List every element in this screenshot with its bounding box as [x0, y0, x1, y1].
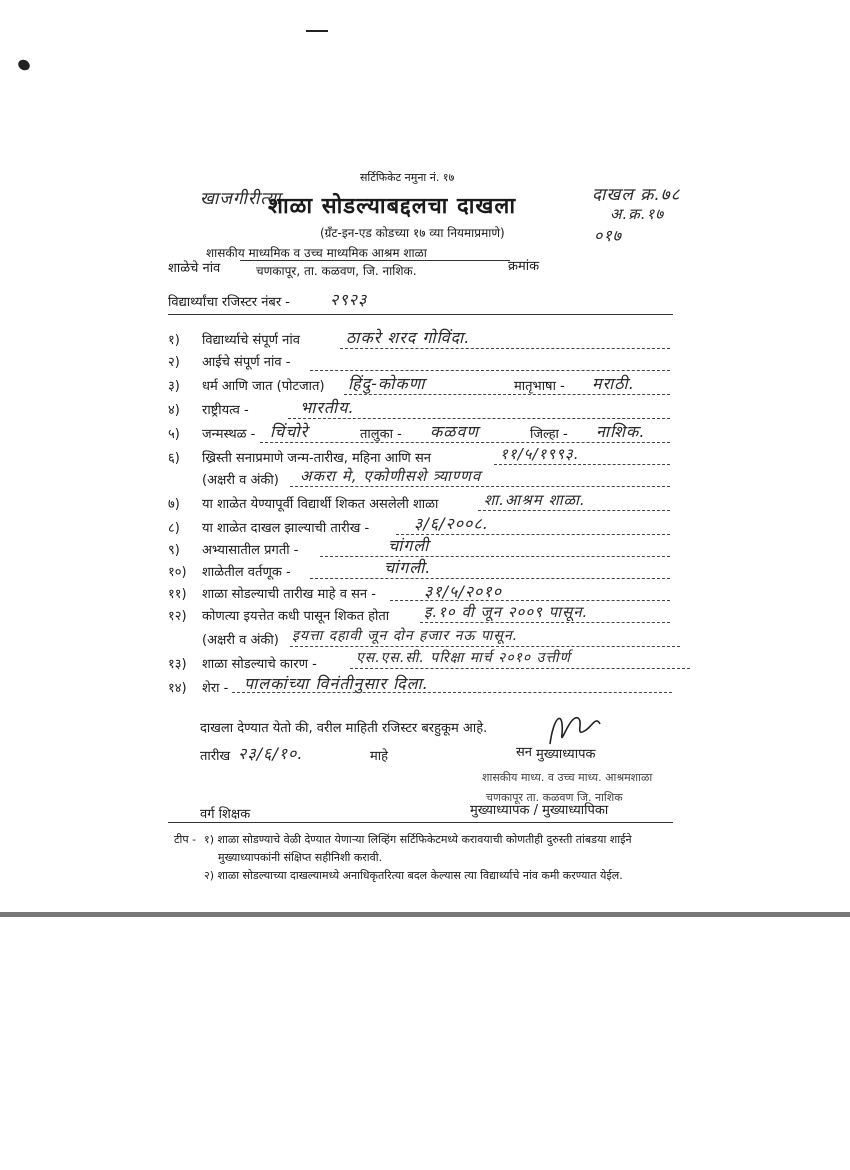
field-row-2: २) आईचे संपूर्ण नांव -: [168, 355, 291, 370]
field-row-1: १) विद्यार्थ्याचे संपूर्ण नांव: [168, 333, 300, 348]
leaving-date-value: ३१/५/२०१०: [424, 582, 503, 601]
field-row-8: ८) या शाळेत दाखल झाल्याची तारीख -: [168, 521, 370, 536]
field-value-3: हिंदु-कोकणा: [348, 374, 426, 393]
issue-date-value: २३/६/१०.: [238, 744, 304, 763]
mother-tongue-value: मराठी.: [592, 374, 635, 393]
studying-since-value: इ.१० वी जून २००९ पासून.: [424, 603, 589, 621]
field-row-13: १३) शाळा सोडल्याचे कारण -: [168, 657, 317, 672]
grant-rule: (ग्रँट-इन-एड कोडच्या १७ व्या नियमाप्रमाणे): [320, 226, 505, 240]
birthdate-words: अकरा मे, एकोणीसशे त्र्याण्णव: [300, 467, 482, 485]
studying-since-words: इयत्ता दहावी जून दोन हजार नऊ पासून.: [292, 628, 519, 644]
taluka-value: कळवण: [430, 422, 479, 441]
field-row-12-words: (अक्षरी व अंकी): [202, 633, 279, 648]
note-1-cont: मुख्याध्यापकांनी संक्षिप्त सहीनिशी करावी.: [218, 851, 383, 864]
date-year-label: सन: [516, 745, 533, 760]
stamp-line-1: शासकीय माध्य. व उच्च माध्य. आश्रमशाळा: [482, 771, 653, 784]
field-row-6-words: (अक्षरी व अंकी): [202, 473, 279, 488]
previous-school-value: शा.आश्रम शाळा.: [484, 491, 586, 509]
form-number: सर्टिफिकेट नमुना नं. १७: [360, 171, 455, 184]
headmaster-title: मुख्याध्यापक: [536, 747, 596, 762]
scan-edge: [0, 912, 850, 917]
top-right-handwritten-1: दाखल क्र.७८: [592, 185, 681, 205]
certificate-title: शाळा सोडल्याबद्दलचा दाखला: [268, 194, 517, 219]
declaration-text: दाखला देण्यात येतो की, वरील माहिती रजिस्टर बरहुकूम आहे.: [200, 721, 488, 736]
scan-mark: [16, 58, 31, 73]
note-1: १) शाळा सोडण्याचे वेळी देण्यात येणाऱ्या लिव्हिंग सर्टिफिकेटमध्ये करावयाची कोणतीही दुरुस्ती तांबडया शाईने: [204, 833, 632, 846]
field-row-14: १४) शेरा -: [168, 681, 229, 696]
date-month-label: माहे: [370, 749, 389, 764]
headmaster-sign-label: मुख्याध्यापक / मुख्याध्यापिका: [470, 803, 609, 818]
top-right-handwritten-2: अ.क्र.१७: [610, 205, 665, 223]
field-row-3: ३) धर्म आणि जात (पोटजात): [168, 379, 325, 394]
district-value: नाशिक.: [596, 422, 646, 441]
school-name: शासकीय माध्यमिक व उच्च माध्यमिक आश्रम शाळा: [206, 246, 427, 260]
date-label: तारीख: [200, 749, 231, 764]
field-value-1: ठाकरे शरद गोविंदा.: [346, 328, 471, 347]
field-row-12: १२) कोणत्या इयत्तेत कधी पासून शिकत होता: [168, 609, 390, 624]
note-2: २) शाळा सोडल्याच्या दाखल्यामध्ये अनाधिकृतरित्या बदल केल्यास त्या विद्यार्थ्याचे नांव कमी करण्यात येईल.: [204, 869, 623, 882]
stamp-line-2: चणकापूर ता. कळवण जि. नाशिक: [486, 791, 623, 804]
field-row-5: ५) जन्मस्थळ -: [168, 427, 256, 442]
register-number: २९२३: [330, 290, 368, 309]
mother-tongue-label: मातृभाषा -: [514, 379, 565, 394]
district-label: जिल्हा -: [530, 427, 568, 442]
note-label: टीप -: [174, 833, 197, 846]
krmank-label: क्रमांक: [508, 259, 540, 274]
school-name-label: शाळेचे नांव: [168, 261, 221, 276]
register-label: विद्यार्थ्यांचा रजिस्टर नंबर -: [168, 295, 290, 310]
taluka-label: तालुका -: [360, 427, 402, 442]
field-row-6: ६) ख्रिस्ती सनाप्रमाणे जन्म-तारीख, महिना आणि सन: [168, 451, 431, 466]
conduct-value: चांगली.: [384, 558, 432, 577]
field-row-10: १०) शाळेतील वर्तणूक -: [168, 565, 291, 580]
top-right-handwritten-3: ०१७: [594, 226, 622, 245]
remarks-value: पालकांच्या विनंतीनुसार दिला.: [244, 674, 429, 693]
title-prefix-handwritten: खाजगीरीत्या: [200, 189, 282, 209]
admission-date-value: ३/६/२००८.: [414, 514, 489, 533]
birthplace-value: चिंचोरे: [270, 422, 309, 441]
field-row-7: ७) या शाळेत येण्यापूर्वी विद्यार्थी शिकत असलेली शाळा: [168, 497, 439, 512]
leaving-reason-value: एस.एस.सी. परिक्षा मार्च २०१० उत्तीर्ण: [356, 650, 571, 666]
field-row-4: ४) राष्ट्रीयत्व -: [168, 403, 249, 418]
school-address: चणकापूर, ता. कळवण, जि. नाशिक.: [256, 264, 417, 278]
scan-mark: [306, 30, 328, 32]
field-row-11: ११) शाळा सोडल्याची तारीख माहे व सन -: [168, 587, 376, 602]
class-teacher-label: वर्ग शिक्षक: [200, 807, 251, 822]
field-value-4: भारतीय.: [300, 398, 355, 417]
field-row-9: ९) अभ्यासातील प्रगती -: [168, 543, 299, 558]
progress-value: चांगली: [388, 536, 430, 555]
birthdate-value: ११/५/१९९३.: [500, 445, 580, 463]
